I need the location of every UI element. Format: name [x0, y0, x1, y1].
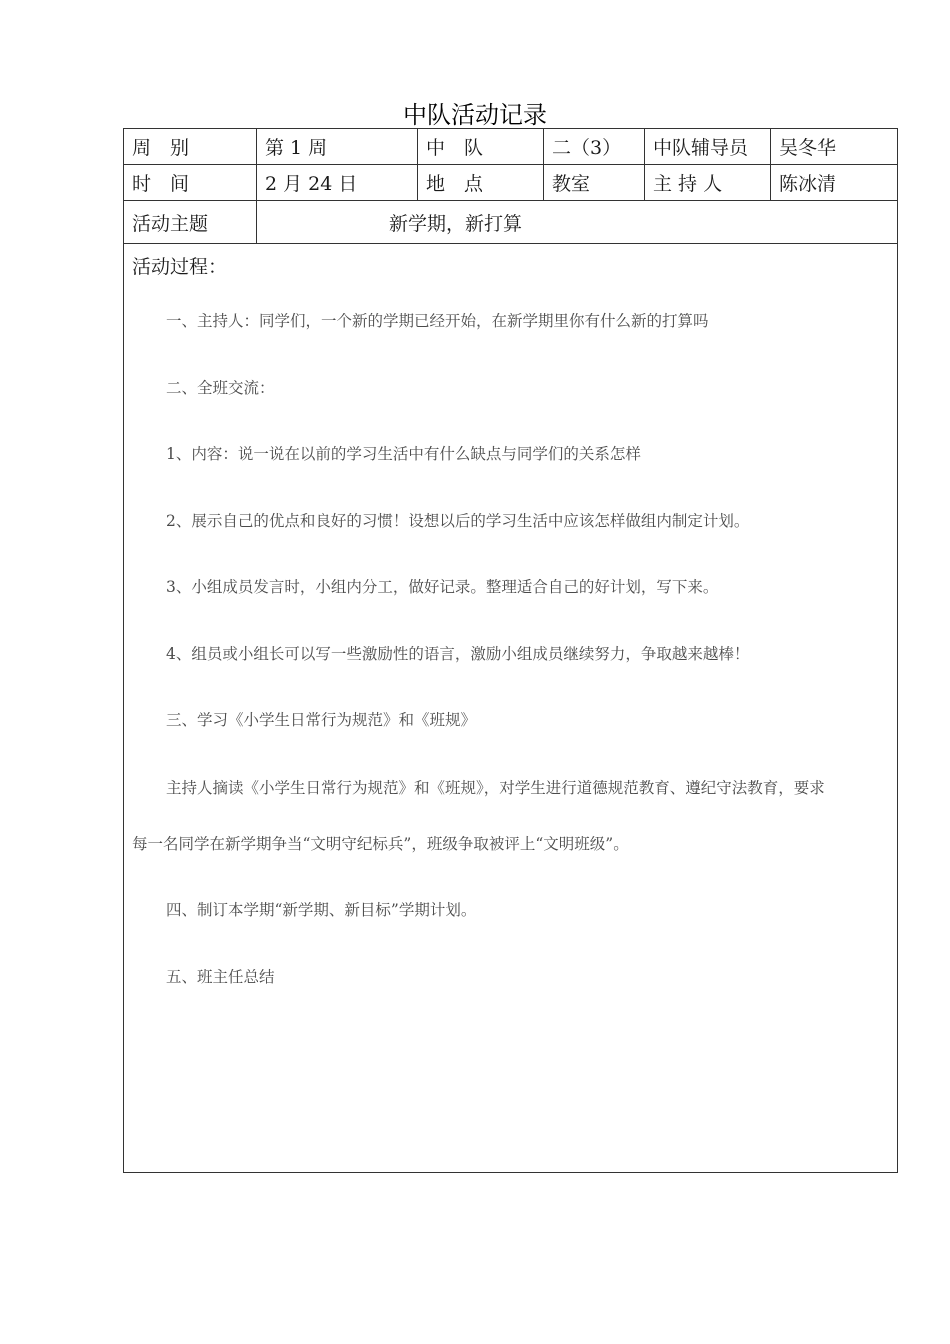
week-value: 第 1 周	[257, 129, 418, 165]
time-value: 2 月 24 日	[257, 165, 418, 201]
host-value: 陈冰清	[771, 165, 898, 201]
host-label: 主 持 人	[645, 165, 771, 201]
process-line: 1、内容：说一说在以前的学习生活中有什么缺点与同学们的关系怎样	[166, 445, 641, 463]
process-line: 四、制订本学期“新学期、新目标”学期计划。	[166, 901, 477, 919]
process-line: 主持人摘读《小学生日常行为规范》和《班规》，对学生进行道德规范教育、遵纪守法教育，要求	[166, 779, 825, 797]
page-title: 中队活动记录	[403, 101, 547, 129]
table-row	[124, 201, 898, 244]
place-value: 教室	[544, 165, 645, 201]
activity-record-table	[123, 128, 898, 1173]
table-row	[124, 165, 898, 201]
process-line: 3、小组成员发言时，小组内分工，做好记录。整理适合自己的好计划，写下来。	[166, 578, 719, 596]
table-row	[124, 244, 898, 1173]
place-label: 地 点	[418, 165, 544, 201]
process-line: 二、全班交流：	[166, 379, 275, 397]
process-line: 五、班主任总结	[166, 968, 275, 986]
process-line: 4、组员或小组长可以写一些激励性的语言，激励小组成员继续努力，争取越来越棒！	[166, 645, 750, 663]
topic-label: 活动主题	[124, 201, 257, 244]
process-cell	[124, 244, 898, 1173]
squad-label: 中 队	[418, 129, 544, 165]
process-line: 三、学习《小学生日常行为规范》和《班规》	[166, 711, 477, 729]
topic-value: 新学期，新打算	[257, 201, 898, 244]
counselor-value: 吴冬华	[771, 129, 898, 165]
process-label: 活动过程：	[132, 256, 228, 278]
process-line: 2、展示自己的优点和良好的习惯！设想以后的学习生活中应该怎样做组内制定计划。	[166, 512, 750, 530]
table-row	[124, 129, 898, 165]
time-label: 时 间	[124, 165, 257, 201]
week-label: 周 别	[124, 129, 257, 165]
squad-value: 二（3）	[544, 129, 645, 165]
process-line: 一、主持人：同学们，一个新的学期已经开始，在新学期里你有什么新的打算吗	[166, 312, 709, 330]
process-line: 每一名同学在新学期争当“文明守纪标兵”，班级争取被评上“文明班级”。	[132, 835, 629, 853]
counselor-label: 中队辅导员	[645, 129, 771, 165]
